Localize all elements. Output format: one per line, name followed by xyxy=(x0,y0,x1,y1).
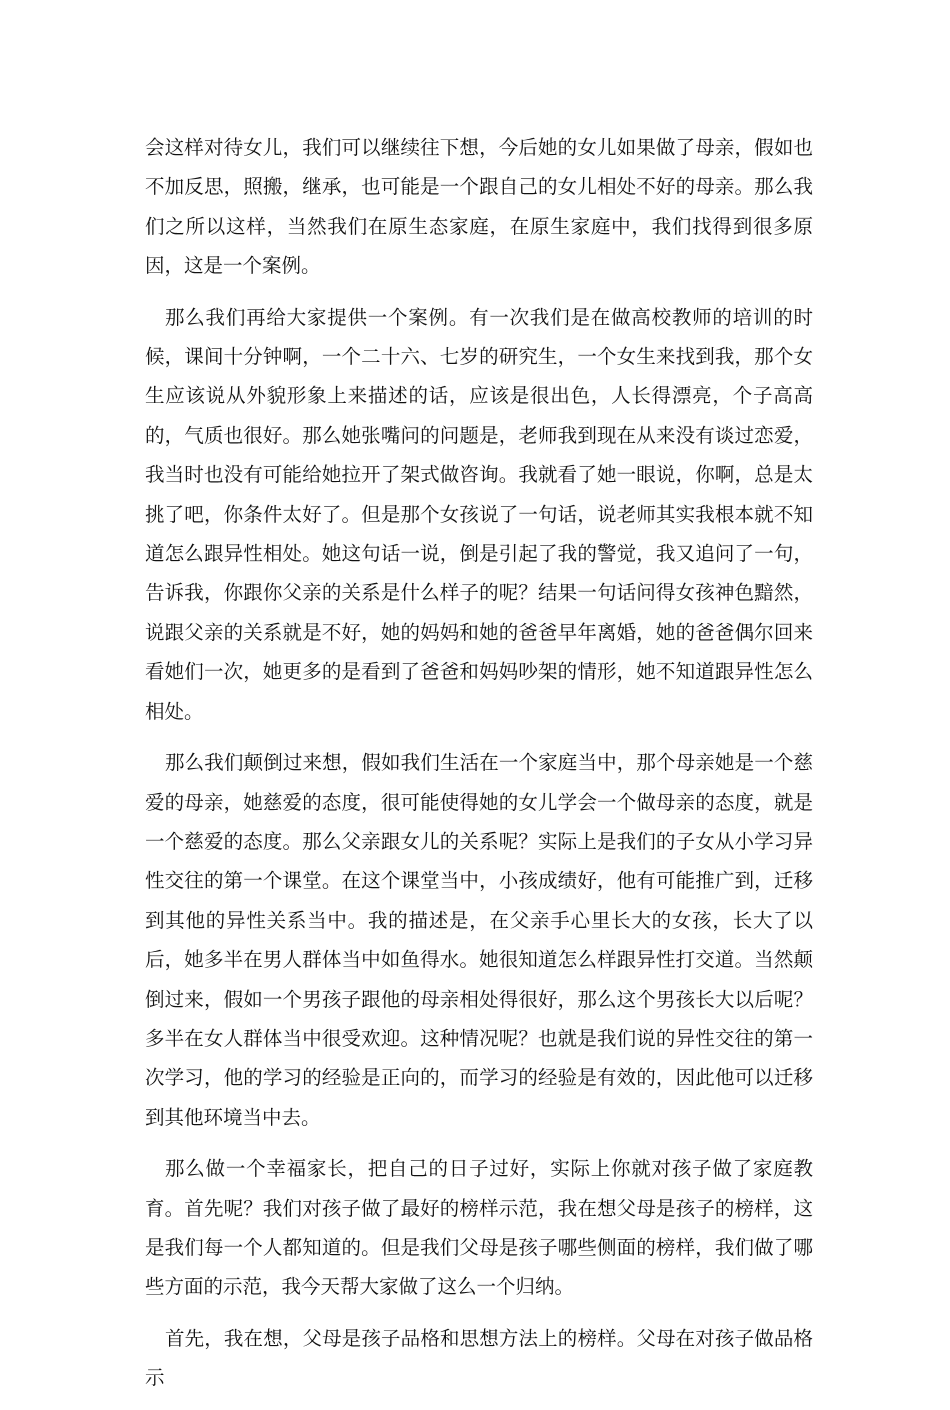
paragraph-4: 那么做一个幸福家长，把自己的日子过好，实际上你就对孩子做了家庭教育。首先呢？我们对孩子做了最好的榜样示范，我在想父母是孩子的榜样，这是我们每一个人都知道的。但是我们父母是孩子哪些侧面的榜样，我们做了哪些方面的示范，我今天帮大家做了这么一个归纳。 xyxy=(145,1157,813,1299)
document-body xyxy=(145,128,813,1410)
paragraph-2: 那么我们再给大家提供一个案例。有一次我们是在做高校教师的培训的时候，课间十分钟啊，一个二十六、七岁的研究生，一个女生来找到我，那个女生应该说从外貌形象上来描述的话，应该是很出色，人长得漂亮，个子高高的，气质也很好。那么她张嘴问的问题是，老师我到现在从来没有谈过恋爱，我当时也没有可能给她拉开了架式做咨询。我就看了她一眼说，你啊，总是太挑了吧，你条件太好了。但是那个女孩说了一句话，说老师其实我根本就不知道怎么跟异性相处。她这句话一说，倒是引起了我的警觉，我又追问了一句，告诉我，你跟你父亲的关系是什么样子的呢？结果一句话问得女孩神色黯然，说跟父亲的关系就是不好，她的妈妈和她的爸爸早年离婚，她的爸爸偶尔回来看她们一次，她更多的是看到了爸爸和妈妈吵架的情形，她不知道跟异性怎么相处。 xyxy=(145,305,813,723)
paragraph-1: 会这样对待女儿，我们可以继续往下想，今后她的女儿如果做了母亲，假如也不加反思，照搬，继承，也可能是一个跟自己的女儿相处不好的母亲。那么我们之所以这样，当然我们在原生态家庭，在原生家庭中，我们找得到很多原因，这是一个案例。 xyxy=(145,136,813,278)
paragraph-3: 那么我们颠倒过来想，假如我们生活在一个家庭当中，那个母亲她是一个慈爱的母亲，她慈爱的态度，很可能使得她的女儿学会一个做母亲的态度，就是一个慈爱的态度。那么父亲跟女儿的关系呢？实际上是我们的子女从小学习异性交往的第一个课堂。在这个课堂当中，小孩成绩好，他有可能推广到，迁移到其他的异性关系当中。我的描述是，在父亲手心里长大的女孩，长大了以后，她多半在男人群体当中如鱼得水。她很知道怎么样跟异性打交道。当然颠倒过来，假如一个男孩子跟他的母亲相处得很好，那么这个男孩长大以后呢？多半在女人群体当中很受欢迎。这种情况呢？也就是我们说的异性交往的第一次学习，他的学习的经验是正向的，而学习的经验是有效的，因此他可以迁移到其他环境当中去。 xyxy=(145,751,813,1129)
paragraph-5: 首先，我在想，父母是孩子品格和思想方法上的榜样。父母在对孩子做品格示 xyxy=(145,1326,813,1390)
